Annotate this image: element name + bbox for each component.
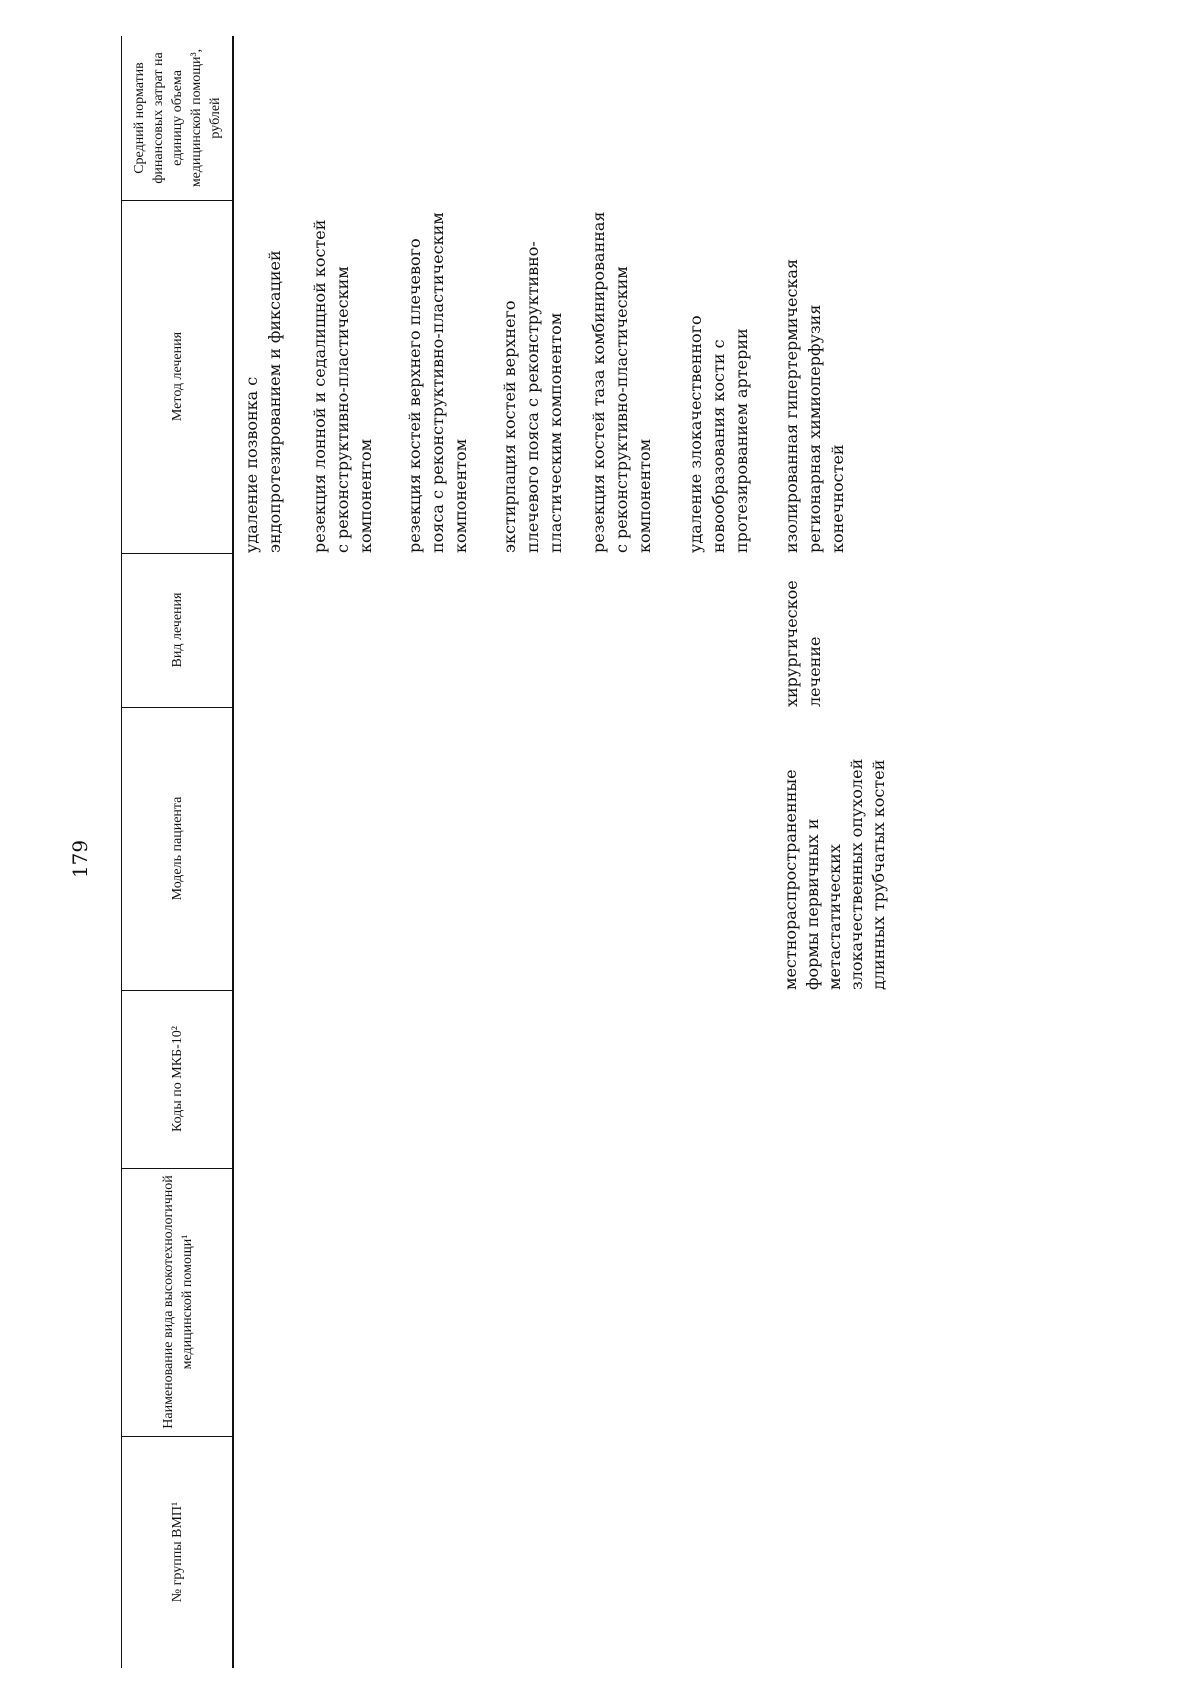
header-col-sep-6 (121, 200, 233, 201)
method-item: удаление злокачественного новообразования кости с протезированием артерии (686, 315, 751, 553)
header-treatment-method: Метод лечения (170, 331, 185, 422)
header-col-sep-2 (121, 1168, 233, 1169)
method-item: изолированная гипертермическая регионарная химиоперфузия конечностей (782, 258, 847, 553)
header-icd-codes: Коды по МКБ-10² (170, 1026, 185, 1132)
header-col-sep-3 (121, 990, 233, 991)
header-cost: Средний норматив финансовых затрат на единицу объема медицинской помощи³, рублей (132, 48, 223, 188)
header-col-sep-1 (121, 1436, 233, 1437)
method-item: резекция костей верхнего плечевого пояса с реконструктивно-пластическим компонентом (405, 212, 470, 553)
header-type-name: Наименование вида высокотехнологичной медицинской помощи¹ (160, 1175, 195, 1429)
page-number: 179 (68, 839, 92, 879)
header-col-sep-5 (121, 553, 233, 554)
header-col-sep-4 (121, 707, 233, 708)
method-item: удаление позвонка с эндопротезированием и фиксацией (242, 250, 284, 553)
header-bottom-border (232, 36, 234, 1668)
patient-model-cell: местнораспространенные формы первичных и метастатических злокачественных опухолей длинных трубчатых костей (781, 758, 888, 990)
method-item: резекция лонной и седалищной костей с реконструктивно-пластическим компонентом (310, 219, 375, 553)
treatment-type-cell: хирургическое лечение (782, 580, 824, 707)
header-patient-model: Модель пациента (170, 796, 185, 901)
header-treatment-type: Вид лечения (170, 592, 185, 668)
header-group-no: № группы ВМП¹ (170, 1501, 185, 1603)
table-top-border (121, 36, 122, 1668)
method-item: резекция костей таза комбинированная с реконструктивно-пластическим компонентом (589, 211, 654, 553)
method-item: экстирпация костей верхнего плечевого пояса с реконструктивно- пластическим компонентом (500, 241, 565, 553)
